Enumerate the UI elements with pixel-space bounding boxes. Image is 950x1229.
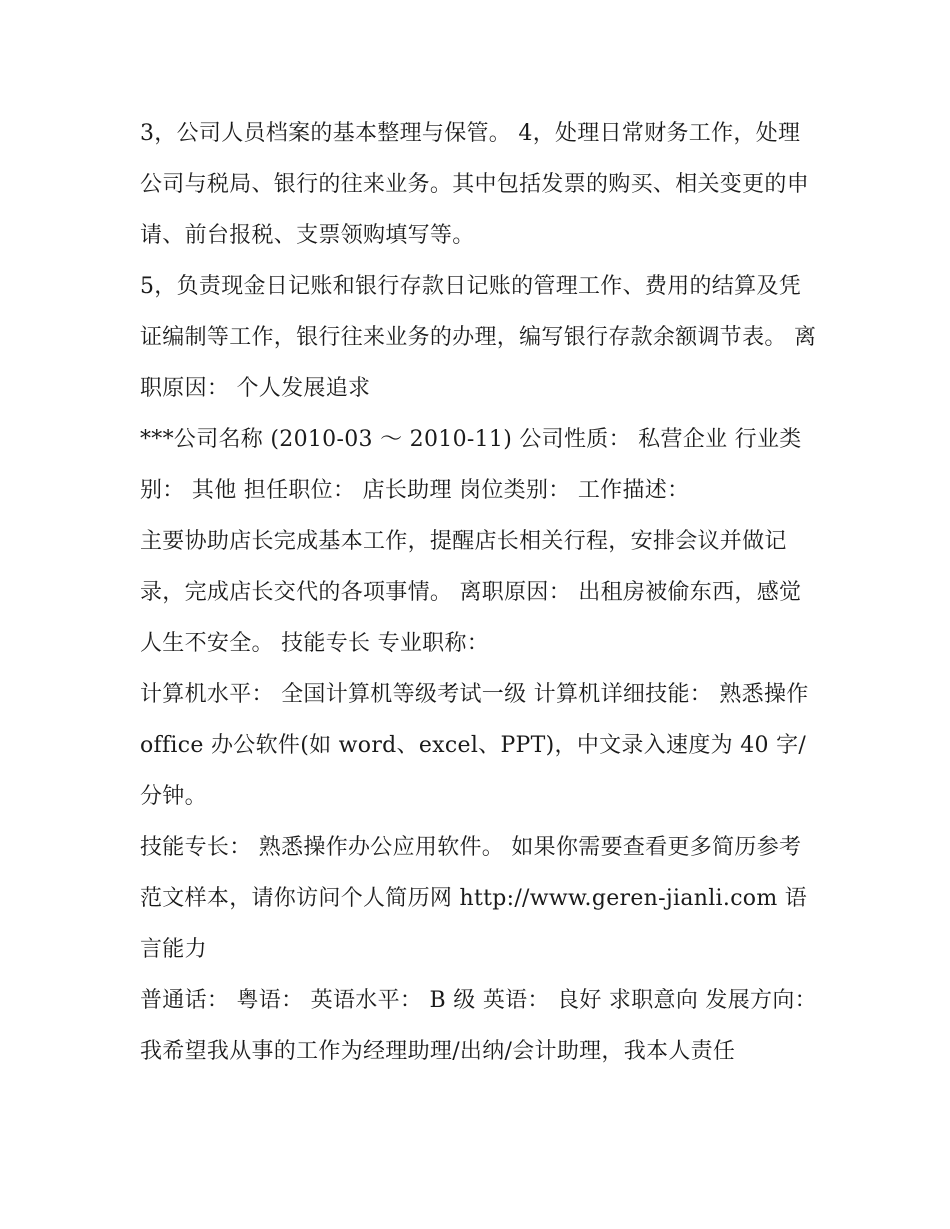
- paragraph-computer-skills: 计算机水平： 全国计算机等级考试一级 计算机详细技能： 熟悉操作 office 办公软件(如 word、excel、PPT)，中文录入速度为 40 字/分钟。: [140, 682, 809, 809]
- paragraph-language-ability: 普通话： 粤语： 英语水平： B 级 英语： 良好 求职意向 发展方向：: [140, 988, 817, 1013]
- paragraph-company-info: ***公司名称 (2010-03 ～ 2010-11) 公司性质： 私营企业 行业类别： 其他 担任职位： 店长助理 岗位类别： 工作描述：: [140, 427, 802, 503]
- paragraph-duties-5: 5，负责现金日记账和银行存款日记账的管理工作、费用的结算及凭证编制等工作，银行往来业务的办理，编写银行存款余额调节表。 离职原因： 个人发展追求: [140, 274, 817, 401]
- paragraph-duties-3-4: 3，公司人员档案的基本整理与保管。 4，处理日常财务工作，处理公司与税局、银行的往来业务。其中包括发票的购买、相关变更的申请、前台报税、支票领购填写等。: [140, 121, 810, 248]
- paragraph-career-objective: 我希望我从事的工作为经理助理/出纳/会计助理，我本人责任: [140, 1039, 736, 1064]
- paragraph-skill-specialty: 技能专长： 熟悉操作办公应用软件。 如果你需要查看更多简历参考范文样本，请你访问个人简历网 http://www.geren-jianli.com 语言能力: [140, 835, 808, 962]
- document-page: [140, 108, 820, 1077]
- paragraph-job-description: 主要协助店长完成基本工作，提醒店长相关行程，安排会议并做记录，完成店长交代的各项事情。 离职原因： 出租房被偷东西，感觉人生不安全。 技能专长 专业职称：: [140, 529, 802, 656]
